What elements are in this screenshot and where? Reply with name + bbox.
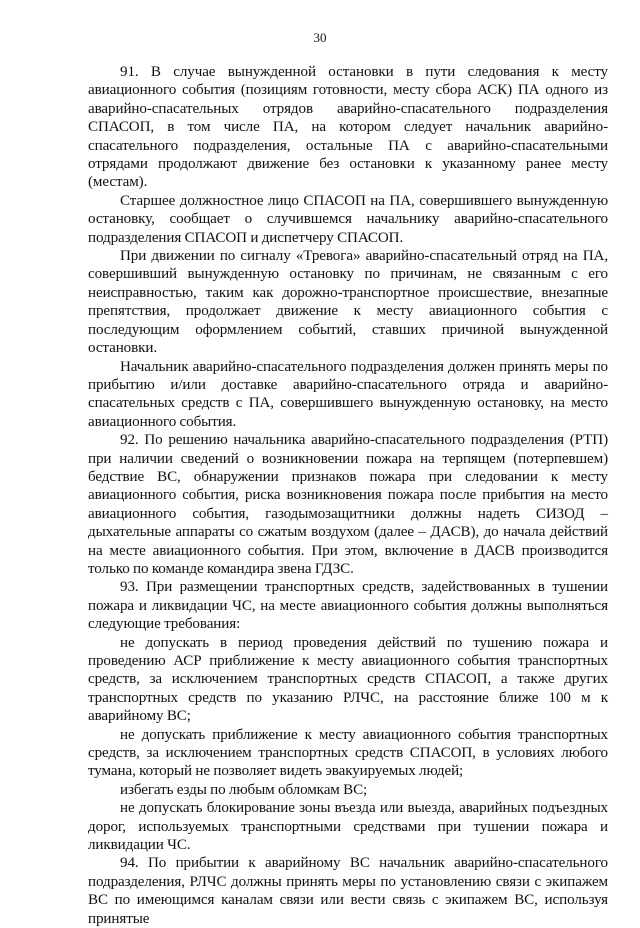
page-number: 30 <box>313 30 327 45</box>
paragraph-chief-measures: Начальник аварийно-спасательного подразделения должен принять меры по прибытию и/или доставке аварийно-спасательного отряда и аварийно-спасательных средств с ПА, совершившего вынужденную остановку, на место авиационного события. <box>88 358 608 430</box>
document-body <box>88 63 608 928</box>
paragraph-alarm-signal: При движении по сигналу «Тревога» аварийно-спасательный отряд на ПА, совершивший вынужденную остановку по причинам, не связанным с его неисправностью, таким как дорожно-транспортное происшествие, внезапные препятствия, продолжает движение к месту авиационного события с последующим оформлением событий, ставших причиной вынужденной остановки. <box>88 248 608 357</box>
requirement-item-4: не допускать блокирование зоны въезда или выезда, аварийных подъездных дорог, используемых транспортными средствами при тушении пожара и ликвидации ЧС. <box>88 800 608 854</box>
paragraph-senior-official: Старшее должностное лицо СПАСОП на ПА, совершившего вынужденную остановку, сообщает о случившемся начальнику аварийно-спасательного подразделения СПАСОП и диспетчеру СПАСОП. <box>88 192 608 246</box>
requirement-item-2: не допускать приближение к месту авиационного события транспортных средств, за исключением транспортных средств СПАСОП, в условиях любого тумана, который не позволяет видеть эвакуируемых людей; <box>88 726 608 780</box>
requirement-item-3: избегать езды по любым обломкам ВС; <box>120 781 368 798</box>
paragraph-91: 91. В случае вынужденной остановки в пути следования к месту авиационного события (позициям готовности, месту сбора АСК) ПА одного из аварийно-спасательных отрядов аварийно-спасательного подразделения СПАСОП, в том числе ПА, на котором следует начальник аварийно-спасательного подразделения, остальные ПА с аварийно-спасательными отрядами продолжают движение без остановки к указанному ранее месту (местам). <box>88 64 608 191</box>
paragraph-92: 92. По решению начальника аварийно-спасательного подразделения (РТП) при наличии сведений о возникновении пожара на терпящем (потерпевшем) бедствие ВС, обнаружении признаков пожара при следовании к месту авиационного события, риска возникновения пожара после прибытия на место авиационного события, газодымозащитники должны надеть СИЗОД – дыхательные аппараты со сжатым воздухом (далее – ДАСВ), до начала действий на месте авиационного события. При этом, включение в ДАСВ производится только по команде командира звена ГДЗС. <box>88 432 608 577</box>
paragraph-94: 94. По прибытии к аварийному ВС начальник аварийно-спасательного подразделения, РЛЧС должны принять меры по установлению связи с экипажем ВС по имеющимся каналам связи или вести связь с экипажем ВС, используя принятые <box>88 855 608 927</box>
paragraph-93: 93. При размещении транспортных средств, задействованных в тушении пожара и ликвидации ЧС, на месте авиационного события должны выполняться следующие требования: <box>88 579 608 633</box>
requirement-item-1: не допускать в период проведения действий по тушению пожара и проведению АСР приближение к месту авиационного события транспортных средств, за исключением транспортных средств СПАСОП, а также других транспортных средств по указанию РЛЧС, на расстояние ближе 100 м к аварийному ВС; <box>88 634 608 725</box>
